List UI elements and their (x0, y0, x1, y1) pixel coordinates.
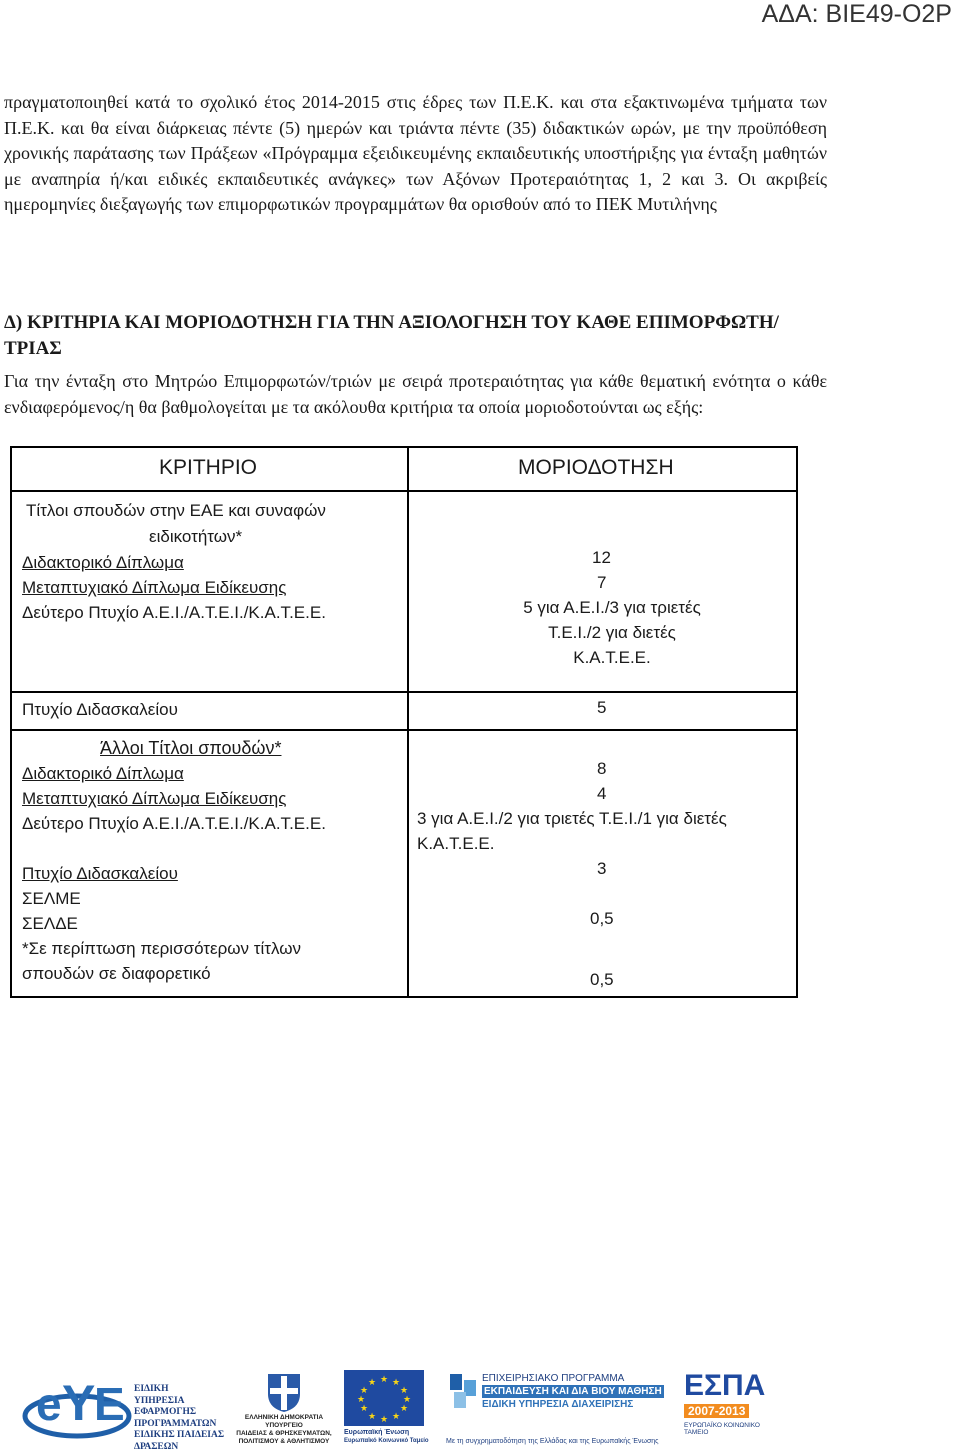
greek-emblem-icon (264, 1370, 304, 1414)
svg-text:★: ★ (356, 1395, 366, 1405)
svg-text:★: ★ (379, 1415, 389, 1425)
eidiki-ypiresia-logo (22, 1368, 240, 1452)
eye-logo-icon (22, 1368, 132, 1448)
sec3-masters: Μεταπτυχιακό Δίπλωμα Ειδίκευσης (22, 789, 287, 808)
sec3-note-points: 0,5 (590, 970, 614, 989)
svg-text:e: e (36, 1378, 62, 1430)
eidiki-line: ΠΡΟΓΡΑΜΜΑΤΩΝ (134, 1418, 217, 1429)
ministry-line: ΠΑΙΔΕΙΑΣ & ΘΡΗΣΚΕΥΜΑΤΩΝ, (236, 1430, 332, 1437)
sec1-second-degree-points: Κ.Α.Τ.Ε.Ε. (573, 648, 651, 667)
sec3-doctorate-points: 8 (597, 759, 607, 778)
sec3-second-degree-points: 3 για Α.Ε.Ι./2 για τριετές Τ.Ε.Ι./1 για διετές (417, 809, 727, 828)
programme-line: ΕΙΔΙΚΗ ΥΠΗΡΕΣΙΑ ΔΙΑΧΕΙΡΙΣΗΣ (482, 1399, 634, 1410)
programme-cofinance: Με τη συγχρηματοδότηση της Ελλάδας και της Ευρωπαϊκής Ένωσης (446, 1438, 659, 1445)
svg-text:★: ★ (399, 1404, 409, 1414)
espa-years: 2007-2013 (684, 1404, 749, 1418)
eu-logo (344, 1370, 434, 1450)
svg-text:★: ★ (391, 1412, 401, 1422)
espa-fund: ΕΥΡΩΠΑΪΚΟ ΚΟΙΝΩΝΙΚΟ ΤΑΜΕΙΟ (684, 1422, 760, 1436)
eu-line: Ευρωπαϊκό Κοινωνικό Ταμείο (344, 1438, 429, 1444)
svg-text:★: ★ (399, 1386, 409, 1396)
sec1-title: ειδικοτήτων* (149, 527, 243, 546)
svg-text:★: ★ (379, 1375, 389, 1385)
sec1-second-degree-points: 5 για Α.Ε.Ι./3 για τριετές (523, 598, 701, 617)
eu-line: Ευρωπαϊκή Ένωση (344, 1429, 410, 1436)
sec1-title: Τίτλοι σπουδών στην ΕΑΕ και συναφών (26, 501, 326, 520)
row-divider (12, 729, 796, 731)
svg-text:★: ★ (391, 1378, 401, 1388)
footer-logos (0, 1368, 960, 1455)
sec3-didaskaleio: Πτυχίο Διδασκαλείου (22, 864, 178, 883)
sec3-masters-points: 4 (597, 784, 607, 803)
svg-text:★: ★ (359, 1404, 369, 1414)
sec1-masters: Μεταπτυχιακό Δίπλωμα Ειδίκευσης (22, 578, 287, 597)
sec1-second-degree: Δεύτερο Πτυχίο Α.Ε.Ι./Α.Τ.Ε.Ι./Κ.Α.Τ.Ε.Ε. (22, 603, 326, 622)
header-divider (12, 490, 796, 492)
sec3-second-degree-points: Κ.Α.Τ.Ε.Ε. (417, 834, 495, 853)
sec2-didaskaleio: Πτυχίο Διδασκαλείου (22, 700, 178, 719)
sec1-doctorate-points: 12 (592, 548, 611, 567)
eidiki-line: ΥΠΗΡΕΣΙΑ (134, 1395, 185, 1406)
eidiki-line: ΕΙΔΙΚΗΣ ΠΑΙΔΕΙΑΣ (134, 1430, 225, 1440)
ministry-line: ΠΟΛΙΤΙΣΜΟΥ & ΑΘΛΗΤΙΣΜΟΥ (238, 1438, 330, 1445)
section-heading-criteria: Δ) ΚΡΙΤΗΡΙΑ ΚΑΙ ΜΟΡΙΟΔΟΤΗΣΗ ΓΙΑ ΤΗΝ ΑΞΙΟΛΟΓΗΣΗ ΤΟΥ ΚΑΘΕ ΕΠΙΜΟΡΦΩΤΗ/ΤΡΙΑΣ (4, 312, 779, 359)
column-divider (407, 448, 409, 996)
svg-text:★: ★ (367, 1378, 377, 1388)
sec3-didaskaleio-points: 3 (597, 859, 607, 878)
sec3-selde: ΣΕΛΔΕ (22, 914, 78, 933)
eidiki-line: ΔΡΑΣΕΩΝ (134, 1441, 179, 1452)
svg-text:★: ★ (402, 1395, 412, 1405)
ada-code: ΑΔΑ: ΒΙΕ49-Ο2Ρ (761, 0, 952, 28)
sec3-selme-selde-points: 0,5 (590, 909, 614, 928)
eidiki-line: ΕΙΔΙΚΗ (134, 1384, 169, 1394)
svg-text:★: ★ (367, 1412, 377, 1422)
programme-line: ΕΠΙΧΕΙΡΗΣΙΑΚΟ ΠΡΟΓΡΑΜΜΑ (482, 1373, 625, 1384)
programme-line: ΕΚΠΑΙΔΕΥΣΗ ΚΑΙ ΔΙΑ ΒΙΟΥ ΜΑΘΗΣΗ (484, 1386, 662, 1397)
eu-flag-icon (344, 1370, 424, 1426)
sec3-note: *Σε περίπτωση περισσότερων τίτλων (22, 939, 301, 958)
sec3-title: Άλλοι Τίτλοι σπουδών* (100, 738, 282, 758)
eidiki-line: ΕΦΑΡΜΟΓΗΣ (134, 1407, 197, 1417)
paragraph-program-dates: πραγματοποιηθεί κατά το σχολικό έτος 2014-2015 στις έδρες των Π.Ε.Κ. και στα εξακτινωμένα τμήματα των Π.Ε.Κ. και θα είναι διάρκειας πέντε (5) ημερών και τριάντα πέντε (35) διδακτικών ωρών, με την προϋπόθεση χρονικής παράτασης των Πράξεων «Πρόγραμμα εξειδικευμένης εκπαιδευτικής υποστήριξης για ένταξη μαθητών με αναπηρία ή/και ειδικές εκπαιδευτικές ανάγκες» των Αξόνων Προτεραιότητας 1, 2 και 3. Οι ακριβείς ημερομηνίες διεξαγωγής των επιμορφωτικών προγραμμάτων θα ορισθούν από το ΠΕΚ Μυτιλήνης (4, 92, 827, 214)
paragraph-criteria-intro: Για την ένταξη στο Μητρώο Επιμορφωτών/τριών με σειρά προτεραιότητας για κάθε θεματική ενότητα ο κάθε ενδιαφερόμενος/η θα βαθμολογείται με τα ακόλουθα κριτήρια τα οποία μοριοδοτούνται ως εξής: (4, 371, 827, 417)
programme-logo (446, 1372, 678, 1452)
criteria-table (10, 446, 798, 998)
sec1-doctorate: Διδακτορικό Δίπλωμα (22, 553, 184, 572)
sec3-selme: ΣΕΛΜΕ (22, 889, 81, 908)
header-points: ΜΟΡΙΟΔΟΤΗΣΗ (518, 456, 674, 479)
espa-title: ΕΣΠΑ (684, 1369, 766, 1402)
sec3-doctorate: Διδακτορικό Δίπλωμα (22, 764, 184, 783)
programme-mark-icon (450, 1374, 478, 1410)
sec2-didaskaleio-points: 5 (597, 698, 607, 717)
sec1-second-degree-points: Τ.Ε.Ι./2 για διετές (548, 623, 676, 642)
svg-text:★: ★ (359, 1386, 369, 1396)
espa-logo (684, 1370, 784, 1450)
svg-text:E: E (94, 1378, 125, 1430)
row-divider (12, 691, 796, 693)
sec3-note: σπουδών σε διαφορετικό (22, 964, 211, 983)
sec1-masters-points: 7 (597, 573, 607, 592)
ministry-line: ΥΠΟΥΡΓΕΙΟ (265, 1422, 303, 1429)
ministry-logo (234, 1368, 334, 1448)
ministry-line: ΕΛΛΗΝΙΚΗ ΔΗΜΟΚΡΑΤΙΑ (244, 1414, 324, 1421)
header-criterion: ΚΡΙΤΗΡΙΟ (159, 456, 258, 479)
svg-text:Y: Y (62, 1375, 96, 1431)
sec3-second-degree: Δεύτερο Πτυχίο Α.Ε.Ι./Α.Τ.Ε.Ι./Κ.Α.Τ.Ε.Ε. (22, 814, 326, 833)
